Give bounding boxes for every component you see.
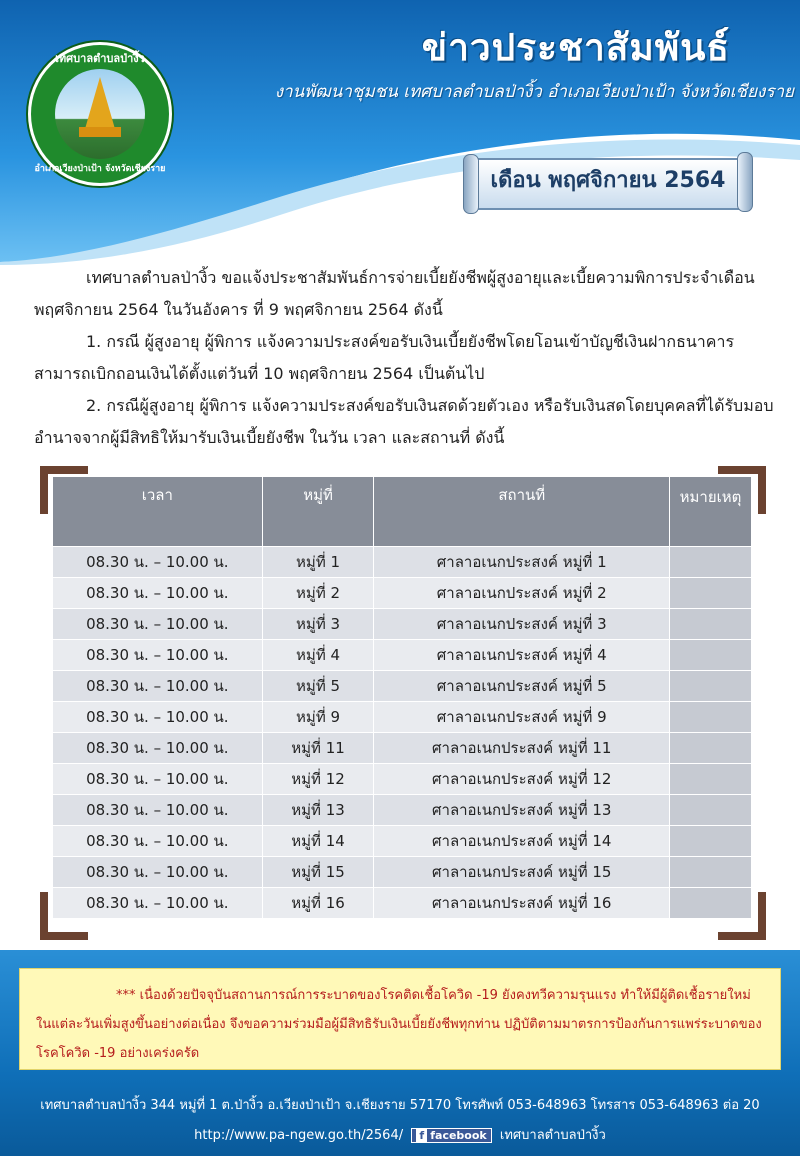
time-cell: 08.30 น. – 10.00 น. [53, 640, 263, 671]
table-row [53, 857, 752, 888]
village-cell: หมู่ที่ 13 [262, 795, 374, 826]
place-cell: ศาลาอเนกประสงค์ หมู่ที่ 5 [374, 671, 670, 702]
time-cell: 08.30 น. – 10.00 น. [53, 578, 263, 609]
place-cell: ศาลาอเนกประสงค์ หมู่ที่ 12 [374, 764, 670, 795]
time-cell: 08.30 น. – 10.00 น. [53, 733, 263, 764]
note-cell [670, 888, 752, 919]
place-cell: ศาลาอเนกประสงค์ หมู่ที่ 4 [374, 640, 670, 671]
place-cell: ศาลาอเนกประสงค์ หมู่ที่ 14 [374, 826, 670, 857]
place-cell: ศาลาอเนกประสงค์ หมู่ที่ 2 [374, 578, 670, 609]
village-cell: หมู่ที่ 5 [262, 671, 374, 702]
bank-transfer-paragraph: 1. กรณี ผู้สูงอายุ ผู้พิการ แจ้งความประสงค์ขอรับเงินเบี้ยยังชีพโดยโอนเข้าบัญชีเงินฝากธนาคาร สามารถเบิกถอนเงินได้ตั้งแต่วันที่ 10 พฤศจิกายน 2564 เป็นต้นไป [34, 332, 735, 383]
facebook-badge[interactable] [411, 1128, 492, 1143]
facebook-page-name[interactable]: เทศบาลตำบลป่างิ้ว [499, 1128, 606, 1143]
time-cell: 08.30 น. – 10.00 น. [53, 795, 263, 826]
logo-pagoda-image [55, 69, 145, 159]
footer-address: เทศบาลตำบลป่างิ้ว 344 หมู่ที่ 1 ต.ป่างิ้ว อ.เวียงป่าเป้า จ.เชียงราย 57170 โทรศัพท์ 053-648963 โทรสาร 053-648963 ต่อ 20 [40, 1098, 760, 1113]
table-header-row [53, 477, 752, 547]
note-cell [670, 764, 752, 795]
covid-notice [19, 968, 781, 1070]
announcement-paragraph: เทศบาลตำบลป่างิ้ว ขอแจ้งประชาสัมพันธ์การจ่ายเบี้ยยังชีพผู้สูงอายุและเบี้ยความพิการประจำเดือน พฤศจิกายน 2564 ในวันอังคาร ที่ 9 พฤศจิกายน 2564 ดังนี้ [34, 268, 755, 319]
place-cell: ศาลาอเนกประสงค์ หมู่ที่ 11 [374, 733, 670, 764]
note-cell [670, 671, 752, 702]
village-cell: หมู่ที่ 14 [262, 826, 374, 857]
place-cell: ศาลาอเนกประสงค์ หมู่ที่ 1 [374, 547, 670, 578]
time-cell: 08.30 น. – 10.00 น. [53, 702, 263, 733]
logo-text-bottom: อำเภอเวียงป่าเป้า จังหวัดเชียงราย [34, 164, 166, 174]
time-cell: 08.30 น. – 10.00 น. [53, 826, 263, 857]
cash-pickup-paragraph: 2. กรณีผู้สูงอายุ ผู้พิการ แจ้งความประสงค์ขอรับเงินสดด้วยตัวเอง หรือรับเงินสดโดยบุคคลที่ได้รับมอบอำนาจจากผู้มีสิทธิให้มารับเงินเบี้ยยังชีพ ในวัน เวลา และสถานที่ ดังนี้ [34, 396, 774, 447]
time-cell: 08.30 น. – 10.00 น. [53, 547, 263, 578]
note-cell [670, 640, 752, 671]
notice-text: เนื่องด้วยปัจจุบันสถานการณ์การระบาดของโรคติดเชื้อโควิด -19 ยังคงทวีความรุนแรง ทำให้มีผู้ติดเชื้อรายใหม่ในแต่ละวันเพิ่มสูงขึ้นอย่างต่อเนื่อง จึงขอความร่วมมือผู้มีสิทธิรับเงินเบี้ยยังชีพทุกท่าน ปฏิบัติตามมาตรการป้องกันการแพร่ระบาดของโรคโควิด -19 อย่างเคร่งครัด [36, 988, 762, 1061]
page-title: ข่าวประชาสัมพันธ์ [421, 26, 730, 69]
page-subtitle: งานพัฒนาชุมชน เทศบาลตำบลป่างิ้ว อำเภอเวียงป่าเป้า จังหวัดเชียงราย [274, 82, 794, 102]
table-row [53, 795, 752, 826]
notice-stars: *** [116, 988, 136, 1003]
time-cell: 08.30 น. – 10.00 น. [53, 609, 263, 640]
facebook-label: facebook [430, 1129, 487, 1142]
table-row [53, 578, 752, 609]
table-row [53, 888, 752, 919]
village-cell: หมู่ที่ 12 [262, 764, 374, 795]
table-row [53, 764, 752, 795]
note-cell [670, 609, 752, 640]
header-banner [0, 0, 800, 265]
note-cell [670, 733, 752, 764]
header-village: หมู่ที่ [262, 477, 374, 547]
village-cell: หมู่ที่ 3 [262, 609, 374, 640]
village-cell: หมู่ที่ 16 [262, 888, 374, 919]
village-cell: หมู่ที่ 9 [262, 702, 374, 733]
table-row [53, 609, 752, 640]
month-scroll-banner [463, 152, 753, 214]
village-cell: หมู่ที่ 4 [262, 640, 374, 671]
table-row [53, 826, 752, 857]
municipality-logo [28, 42, 172, 186]
time-cell: 08.30 น. – 10.00 น. [53, 857, 263, 888]
place-cell: ศาลาอเนกประสงค์ หมู่ที่ 3 [374, 609, 670, 640]
village-cell: หมู่ที่ 2 [262, 578, 374, 609]
note-cell [670, 578, 752, 609]
header-time: เวลา [53, 477, 263, 547]
header-place: สถานที่ [374, 477, 670, 547]
website-link[interactable]: http://www.pa-ngew.go.th/2564/ [194, 1128, 404, 1143]
header-note: หมายเหตุ [670, 477, 752, 547]
village-cell: หมู่ที่ 11 [262, 733, 374, 764]
logo-text-top: เทศบาลตำบลป่างิ้ว [55, 52, 145, 65]
table-row [53, 671, 752, 702]
facebook-icon: f [416, 1129, 427, 1142]
table-row [53, 547, 752, 578]
place-cell: ศาลาอเนกประสงค์ หมู่ที่ 13 [374, 795, 670, 826]
note-cell [670, 826, 752, 857]
schedule-table [52, 476, 752, 919]
footer-links [0, 1124, 800, 1145]
table-row [53, 640, 752, 671]
time-cell: 08.30 น. – 10.00 น. [53, 888, 263, 919]
table-row [53, 733, 752, 764]
note-cell [670, 547, 752, 578]
place-cell: ศาลาอเนกประสงค์ หมู่ที่ 9 [374, 702, 670, 733]
place-cell: ศาลาอเนกประสงค์ หมู่ที่ 15 [374, 857, 670, 888]
time-cell: 08.30 น. – 10.00 น. [53, 764, 263, 795]
note-cell [670, 702, 752, 733]
place-cell: ศาลาอเนกประสงค์ หมู่ที่ 16 [374, 888, 670, 919]
month-label: เดือน พฤศจิกายน 2564 [490, 168, 726, 193]
village-cell: หมู่ที่ 15 [262, 857, 374, 888]
pagoda-icon [85, 77, 115, 129]
time-cell: 08.30 น. – 10.00 น. [53, 671, 263, 702]
note-cell [670, 795, 752, 826]
village-cell: หมู่ที่ 1 [262, 547, 374, 578]
note-cell [670, 857, 752, 888]
table-row [53, 702, 752, 733]
